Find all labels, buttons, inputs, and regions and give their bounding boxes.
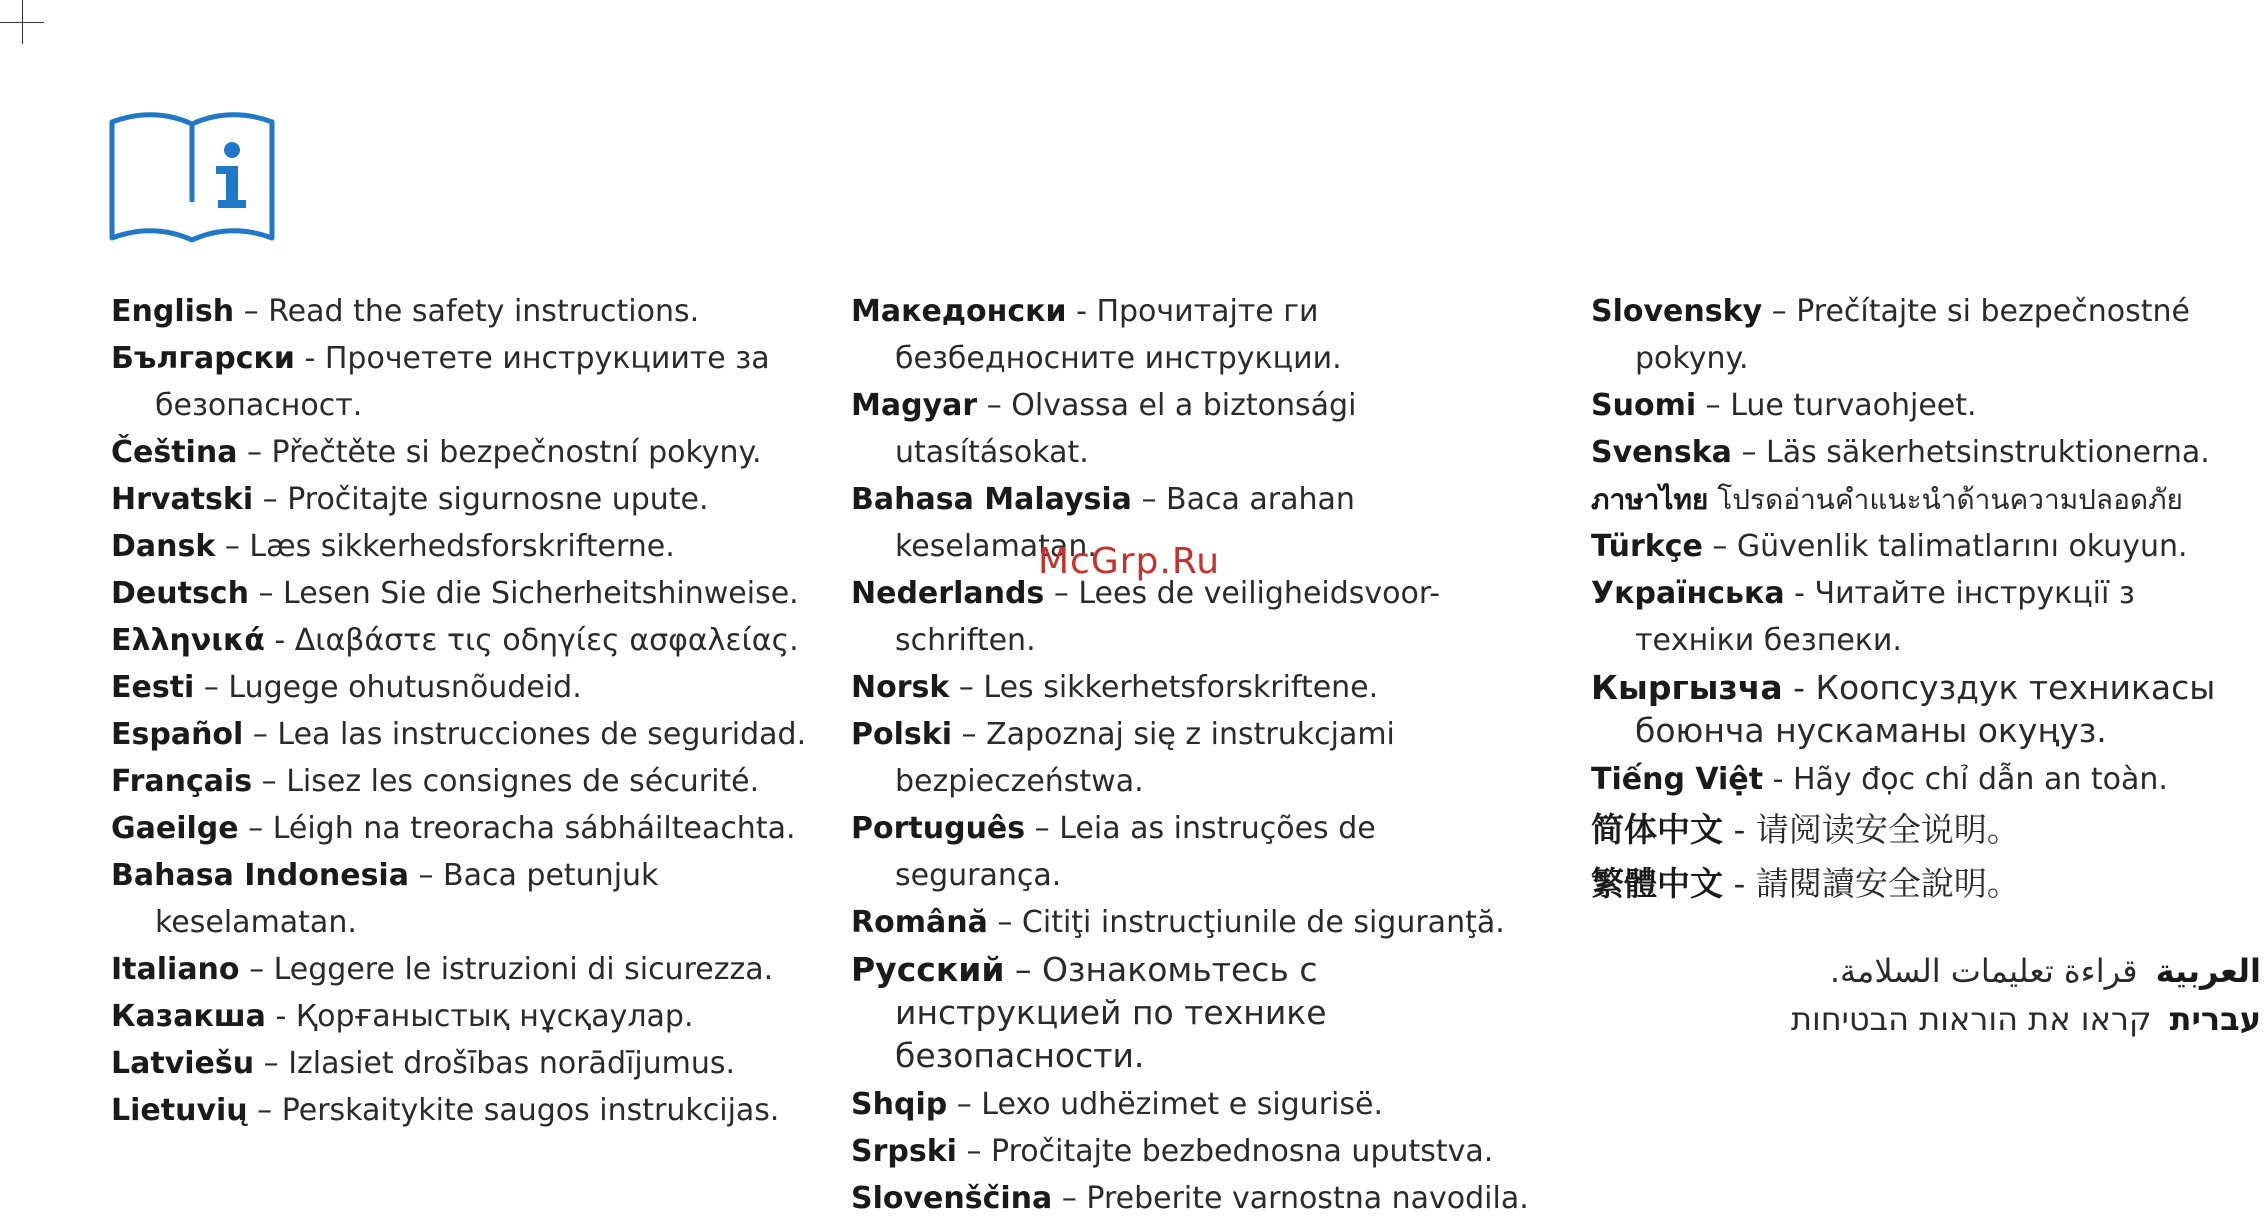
watermark: McGrp.Ru [1038, 541, 1221, 582]
entry-lithuanian: Lietuvių – Perskaitykite saugos instrukcijas. [111, 1093, 780, 1128]
entry-traditional-chinese: 繁體中文 - 請閱讀安全說明。 [1591, 864, 2020, 903]
entry-arabic: العربيةقراءة تعليمات السلامة. [1829, 952, 2261, 990]
entry-czech: Čeština – Přečtěte si bezpečnostní pokyny. [111, 435, 762, 470]
rtl-block [1591, 911, 2261, 1038]
entry-italian: Italiano – Leggere le istruzioni di sicurezza. [111, 952, 774, 987]
language-column-1 [111, 288, 811, 1134]
entry-indonesian: Bahasa Indonesia – Baca petunjuk keselamatan. [111, 858, 659, 940]
entry-slovak: Slovensky – Prečítajte si bezpečnostné pokyny. [1591, 294, 2190, 376]
entry-slovenian: Slovenščina – Preberite varnostna navodila. [851, 1181, 1529, 1216]
entry-irish: Gaeilge – Léigh na treoracha sábháilteachta. [111, 811, 796, 846]
entry-thai: ภาษาไทย โปรดอ่านคำแนะนำด้านความปลอดภัย [1591, 483, 2183, 516]
entry-turkish: Türkçe – Güvenlik talimatlarını okuyun. [1591, 529, 2188, 564]
language-column-3 [1591, 288, 2261, 1038]
entry-kazakh: Казакша - Қорғаныстық нұсқаулар. [111, 999, 694, 1034]
entry-romanian: Română – Citiţi instrucţiunile de siguranţă. [851, 905, 1505, 940]
language-column-2 [851, 288, 1551, 1222]
entry-french: Français – Lisez les consignes de sécurité. [111, 764, 760, 799]
entry-bulgarian: Български - Прочетете инструкциите за безопасност. [111, 341, 770, 423]
entry-macedonian: Македонски - Прочитајте ги безбедносните инструкции. [851, 294, 1342, 376]
entry-danish: Dansk – Læs sikkerhedsforskrifterne. [111, 529, 675, 564]
entry-albanian: Shqip – Lexo udhëzimet e sigurisë. [851, 1087, 1384, 1122]
entry-portuguese: Português – Leia as instruções de segurança. [851, 811, 1376, 893]
entry-finnish: Suomi – Lue turvaohjeet. [1591, 388, 1977, 423]
entry-ukrainian: Українська - Читайте інструкції з техніки безпеки. [1591, 576, 2135, 658]
crop-mark-vertical [22, 0, 23, 44]
entry-dutch: Nederlands – Lees de veiligheidsvoor-schriften. [851, 576, 1441, 658]
entry-serbian: Srpski – Pročitajte bezbednosna uputstva. [851, 1134, 1494, 1169]
entry-norwegian: Norsk – Les sikkerhetsforskriftene. [851, 670, 1379, 705]
entry-simplified-chinese: 简体中文 - 请阅读安全说明。 [1591, 810, 2020, 849]
entry-swedish: Svenska – Läs säkerhetsinstruktionerna. [1591, 435, 2210, 470]
entry-vietnamese: Tiếng Việt - Hãy đọc chỉ dẫn an toàn. [1591, 762, 2168, 797]
entry-russian: Русский – Ознакомьтесь с инструкцией по технике безопасности. [851, 950, 1327, 1075]
entry-hungarian: Magyar – Olvassa el a biztonsági utasításokat. [851, 388, 1357, 470]
entry-estonian: Eesti – Lugege ohutusnõudeid. [111, 670, 582, 705]
entry-kyrgyz: Кыргызча - Коопсуздук техникасы боюнча нускаманы окуңуз. [1591, 668, 2216, 750]
entry-greek: Ελληνικά - Διαβάστε τις οδηγίες ασφαλείας. [111, 623, 799, 658]
read-instructions-book-icon [108, 108, 276, 248]
entry-latvian: Latviešu – Izlasiet drošības norādījumus. [111, 1046, 736, 1081]
entry-croatian: Hrvatski – Pročitajte sigurnosne upute. [111, 482, 709, 517]
entry-malay: Bahasa Malaysia – Baca arahan keselamatan. [851, 482, 1355, 564]
entry-hebrew: עבריתקראו את הוראות הבטיחות [1791, 1000, 2261, 1038]
entry-polish: Polski – Zapoznaj się z instrukcjami bezpieczeństwa. [851, 717, 1395, 799]
entry-german: Deutsch – Lesen Sie die Sicherheitshinweise. [111, 576, 799, 611]
entry-english: English – Read the safety instructions. [111, 294, 700, 329]
entry-spanish: Español – Lea las instrucciones de seguridad. [111, 717, 807, 752]
